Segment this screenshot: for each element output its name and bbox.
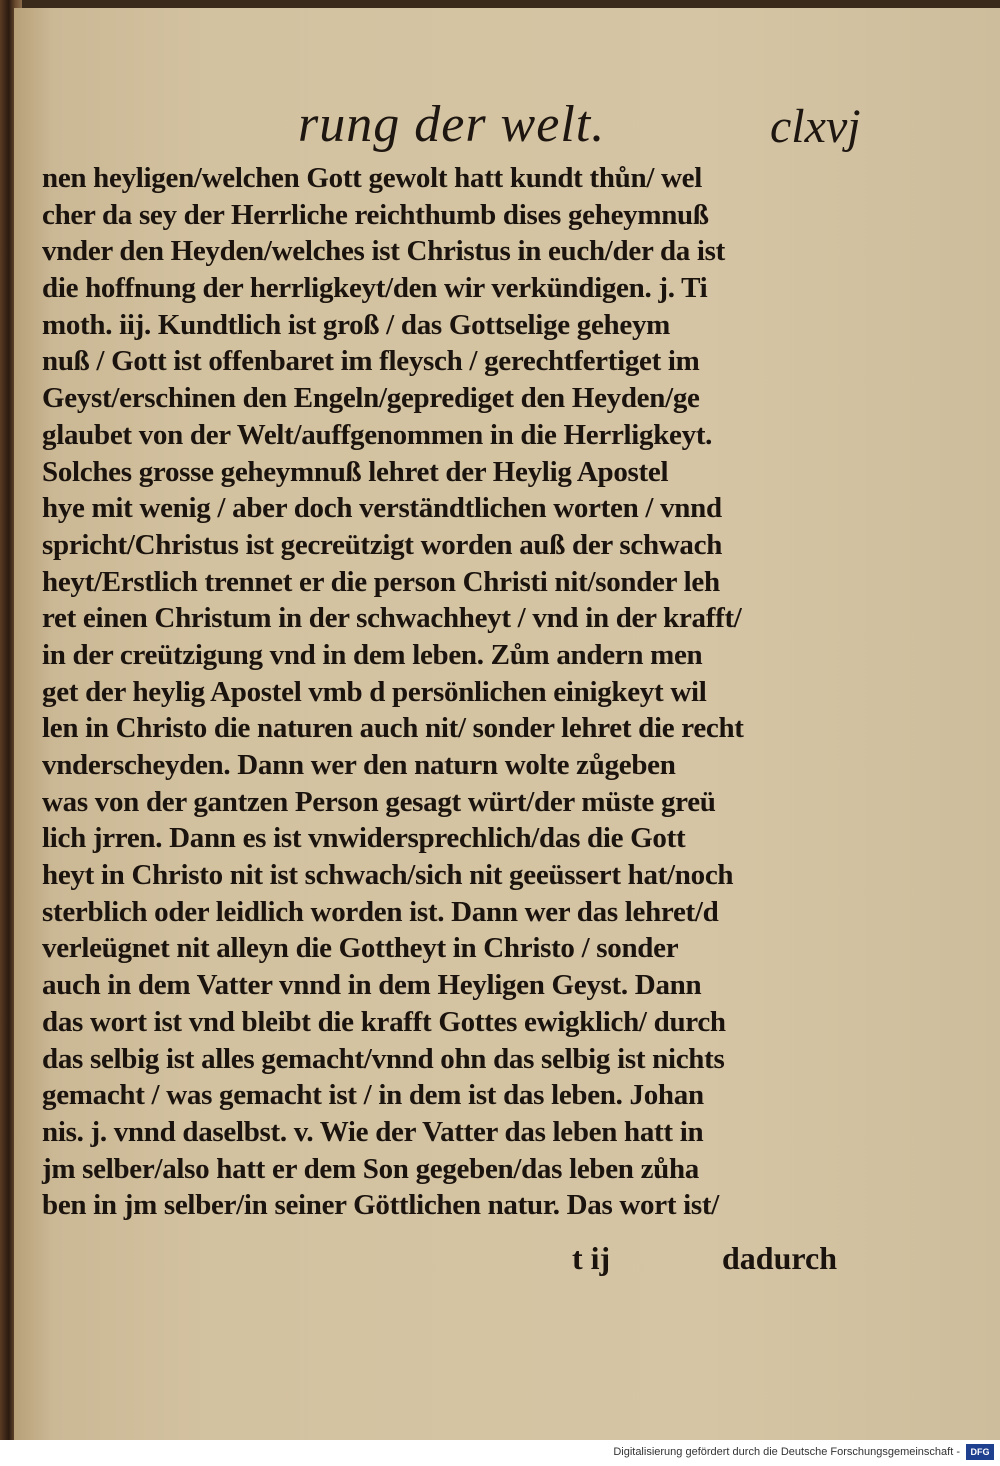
text-line: len in Christo die naturen auch nit/ sonder lehret die recht <box>42 712 744 745</box>
text-line: vnder den Heyden/welches ist Christus in euch/der da ist <box>42 235 726 268</box>
text-line: jm selber/also hatt er dem Son gegeben/das leben zůha <box>42 1152 700 1185</box>
text-line: spricht/Christus ist gecreützigt worden auß der schwach <box>42 528 723 561</box>
text-line: heyt in Christo nit ist schwach/sich nit geeüssert hat/noch <box>42 859 734 892</box>
text-line: lich jrren. Dann es ist vnwidersprechlich/das die Gott <box>42 822 686 855</box>
text-line: hye mit wenig / aber doch verständtlichen worten / vnnd <box>42 492 722 525</box>
text-line: nis. j. vnnd daselbst. v. Wie der Vatter das leben hatt in <box>42 1115 704 1148</box>
text-line: ben in jm selber/in seiner Göttlichen natur. Das wort ist/ <box>42 1189 719 1222</box>
text-line: glaubet von der Welt/auffgenommen in die Herrligkeyt. <box>42 418 713 451</box>
text-line: moth. iij. Kundtlich ist groß / das Gottselige geheym <box>42 308 671 341</box>
text-line: die hoffnung der herrligkeyt/den wir verkündigen. j. Ti <box>42 272 708 305</box>
text-line: ret einen Christum in der schwachheyt / vnd in der krafft/ <box>42 602 742 635</box>
text-line: get der heylig Apostel vmb d persönlichen einigkeyt wil <box>42 675 707 708</box>
folio-number: clxvj <box>770 100 861 153</box>
text-line: Geyst/erschinen den Engeln/geprediget den Heyden/ge <box>42 382 700 415</box>
text-line: gemacht / was gemacht ist / in dem ist das leben. Johan <box>42 1079 704 1112</box>
page-header <box>0 95 1000 165</box>
running-title: rung der welt. <box>298 96 606 153</box>
text-line: verleügnet nit alleyn die Gottheyt in Christo / sonder <box>42 932 679 965</box>
text-line: cher da sey der Herrliche reichthumb dises geheymnuß <box>42 198 709 231</box>
signature-mark: t ij <box>572 1240 611 1276</box>
dfg-logo: DFG <box>966 1444 994 1460</box>
text-line: nen heyligen/welchen Gott gewolt hatt kundt thůn/ wel <box>42 162 703 194</box>
text-line: sterblich oder leidlich worden ist. Dann wer das lehret/d <box>42 895 719 928</box>
text-line: vnderscheyden. Dann wer den naturn wolte zůgeben <box>42 749 676 781</box>
catchword: dadurch <box>722 1240 838 1276</box>
text-line: Solches grosse geheymnuß lehret der Heylig Apostel <box>42 455 669 488</box>
text-line: das wort ist vnd bleibt die krafft Gottes ewigklich/ durch <box>42 1005 726 1038</box>
text-line: auch in dem Vatter vnnd in dem Heyligen Geyst. Dann <box>42 969 702 1002</box>
text-line: das selbig ist alles gemacht/vnnd ohn das selbig ist nichts <box>42 1042 725 1075</box>
digitization-credit: Digitalisierung gefördert durch die Deutsche Forschungsgemeinschaft - <box>613 1446 960 1458</box>
text-line: heyt/Erstlich trennet er die person Christi nit/sonder leh <box>42 565 720 598</box>
body-text <box>42 160 872 1224</box>
text-line: was von der gantzen Person gesagt würt/der müste greü <box>42 785 716 818</box>
text-line: in der creützigung vnd in dem leben. Zům andern men <box>42 638 703 671</box>
text-line: nuß / Gott ist offenbaret im fleysch / gerechtfertiget im <box>42 345 700 378</box>
